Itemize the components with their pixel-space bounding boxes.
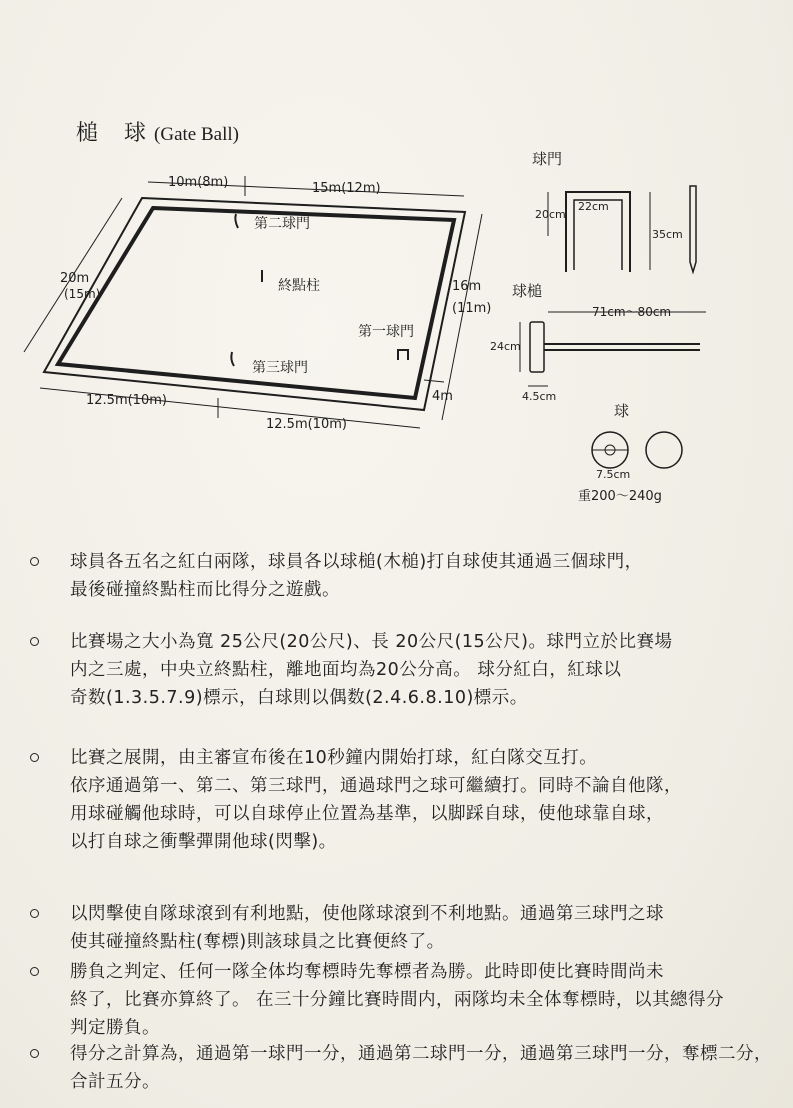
mallet-shaft: 71cm〜80cm bbox=[592, 305, 672, 319]
gate-side-stake bbox=[690, 186, 696, 272]
rule-line: 終了，比賽亦算終了。 在三十分鐘比賽時間内，兩隊均未全体奪標時，以其總得分 bbox=[70, 990, 725, 1010]
dim-right-top-alt: (11m) bbox=[452, 301, 492, 316]
rule-line: 依序通過第一、第二、第三球門，通過球門之球可繼續打。同時不論自他隊， bbox=[70, 776, 682, 796]
mallet-head bbox=[530, 322, 544, 372]
bullet-dot bbox=[30, 1049, 39, 1058]
dim-top-left: 10m(8m) bbox=[168, 175, 229, 190]
dim-left-alt: (15m) bbox=[64, 287, 101, 301]
ball-drawing bbox=[592, 432, 682, 468]
rule-line: 以閃擊使自隊球滾到有利地點，使他隊球滾到不利地點。通過第三球門之球 bbox=[70, 904, 664, 924]
dim-right-top: 16m bbox=[452, 279, 482, 294]
bullet-dot bbox=[30, 557, 39, 566]
dim-bottom-right: 12.5m(10m) bbox=[266, 417, 347, 432]
mallet-head-dia: 4.5cm bbox=[522, 390, 557, 403]
ball-diameter: 7.5cm bbox=[596, 468, 631, 481]
rule-paragraph-5 bbox=[30, 958, 775, 1042]
rule-line: 以打自球之衝擊彈開他球(閃擊)。 bbox=[70, 832, 337, 852]
label-gate1: 第一球門 bbox=[358, 324, 414, 340]
rule-paragraph-2 bbox=[30, 628, 775, 712]
mallet-drawing bbox=[520, 312, 706, 386]
rule-paragraph-1 bbox=[30, 548, 775, 604]
court-diagram bbox=[24, 176, 482, 428]
rule-line: 用球碰觸他球時，可以自球停止位置為基準，以脚踩自球，使他球靠自球， bbox=[70, 804, 664, 824]
rule-line: 得分之計算為，通過第一球門一分，通過第二球門一分，通過第三球門一分，奪標二分， bbox=[70, 1044, 772, 1064]
bullet-dot bbox=[30, 967, 39, 976]
gate-width: 22cm bbox=[578, 200, 609, 213]
rule-paragraph-4 bbox=[30, 900, 775, 956]
title-chinese: 槌 球 bbox=[76, 121, 149, 146]
gate3-mark bbox=[231, 352, 234, 366]
label-ball-title: 球 bbox=[614, 402, 630, 420]
rule-paragraph-6 bbox=[30, 1040, 775, 1096]
dim-right-bottom: 4m bbox=[432, 389, 453, 404]
label-goal-pole: 終點柱 bbox=[278, 278, 320, 294]
bullet-dot bbox=[30, 909, 39, 918]
rule-line: 比賽之展開，由主審宣布後在10秒鐘内開始打球，紅白隊交互打。 bbox=[70, 748, 598, 768]
title-latin: (Gate Ball) bbox=[154, 124, 239, 145]
gate1-mark bbox=[398, 350, 408, 360]
dim-tick-right bbox=[424, 380, 444, 382]
rule-line: 判定勝負。 bbox=[70, 1018, 160, 1038]
label-gate2: 第二球門 bbox=[254, 216, 310, 232]
gate2-mark bbox=[235, 214, 238, 228]
rule-line: 使其碰撞終點柱(奪標)則該球員之比賽便終了。 bbox=[70, 932, 445, 952]
ball-side bbox=[646, 432, 682, 468]
bullet-dot bbox=[30, 753, 39, 762]
label-mallet-title: 球槌 bbox=[512, 282, 543, 300]
rule-line: 比賽場之大小為寬 25公尺(20公尺)、長 20公尺(15公尺)。球門立於比賽場 bbox=[70, 632, 673, 652]
dim-top-right: 15m(12m) bbox=[312, 181, 381, 196]
dim-bottom-left: 12.5m(10m) bbox=[86, 393, 167, 408]
rule-line: 最後碰撞終點柱而比得分之遊戲。 bbox=[70, 580, 340, 600]
gate-length: 35cm bbox=[652, 228, 683, 241]
rule-paragraph-3 bbox=[30, 744, 775, 856]
bullet-dot bbox=[30, 637, 39, 646]
gate-height: 20cm bbox=[535, 208, 566, 221]
rule-line: 内之三處，中央立終點柱，離地面均為20公分高。 球分紅白，紅球以 bbox=[70, 660, 622, 680]
rule-line: 勝負之判定、任何一隊全体均奪標時先奪標者為勝。此時即使比賽時間尚未 bbox=[70, 962, 664, 982]
label-gate-title: 球門 bbox=[532, 150, 563, 168]
dim-left: 20m bbox=[60, 271, 90, 286]
rule-line: 球員各五名之紅白兩隊，球員各以球槌(木槌)打自球使其通過三個球門， bbox=[70, 552, 643, 572]
label-gate3: 第三球門 bbox=[252, 360, 308, 376]
ball-weight: 重200〜240g bbox=[578, 489, 662, 504]
rule-line: 奇数(1.3.5.7.9)標示，白球則以偶数(2.4.6.8.10)標示。 bbox=[70, 688, 528, 708]
rule-line: 合計五分。 bbox=[70, 1072, 160, 1092]
mallet-head-length: 24cm bbox=[490, 340, 521, 353]
